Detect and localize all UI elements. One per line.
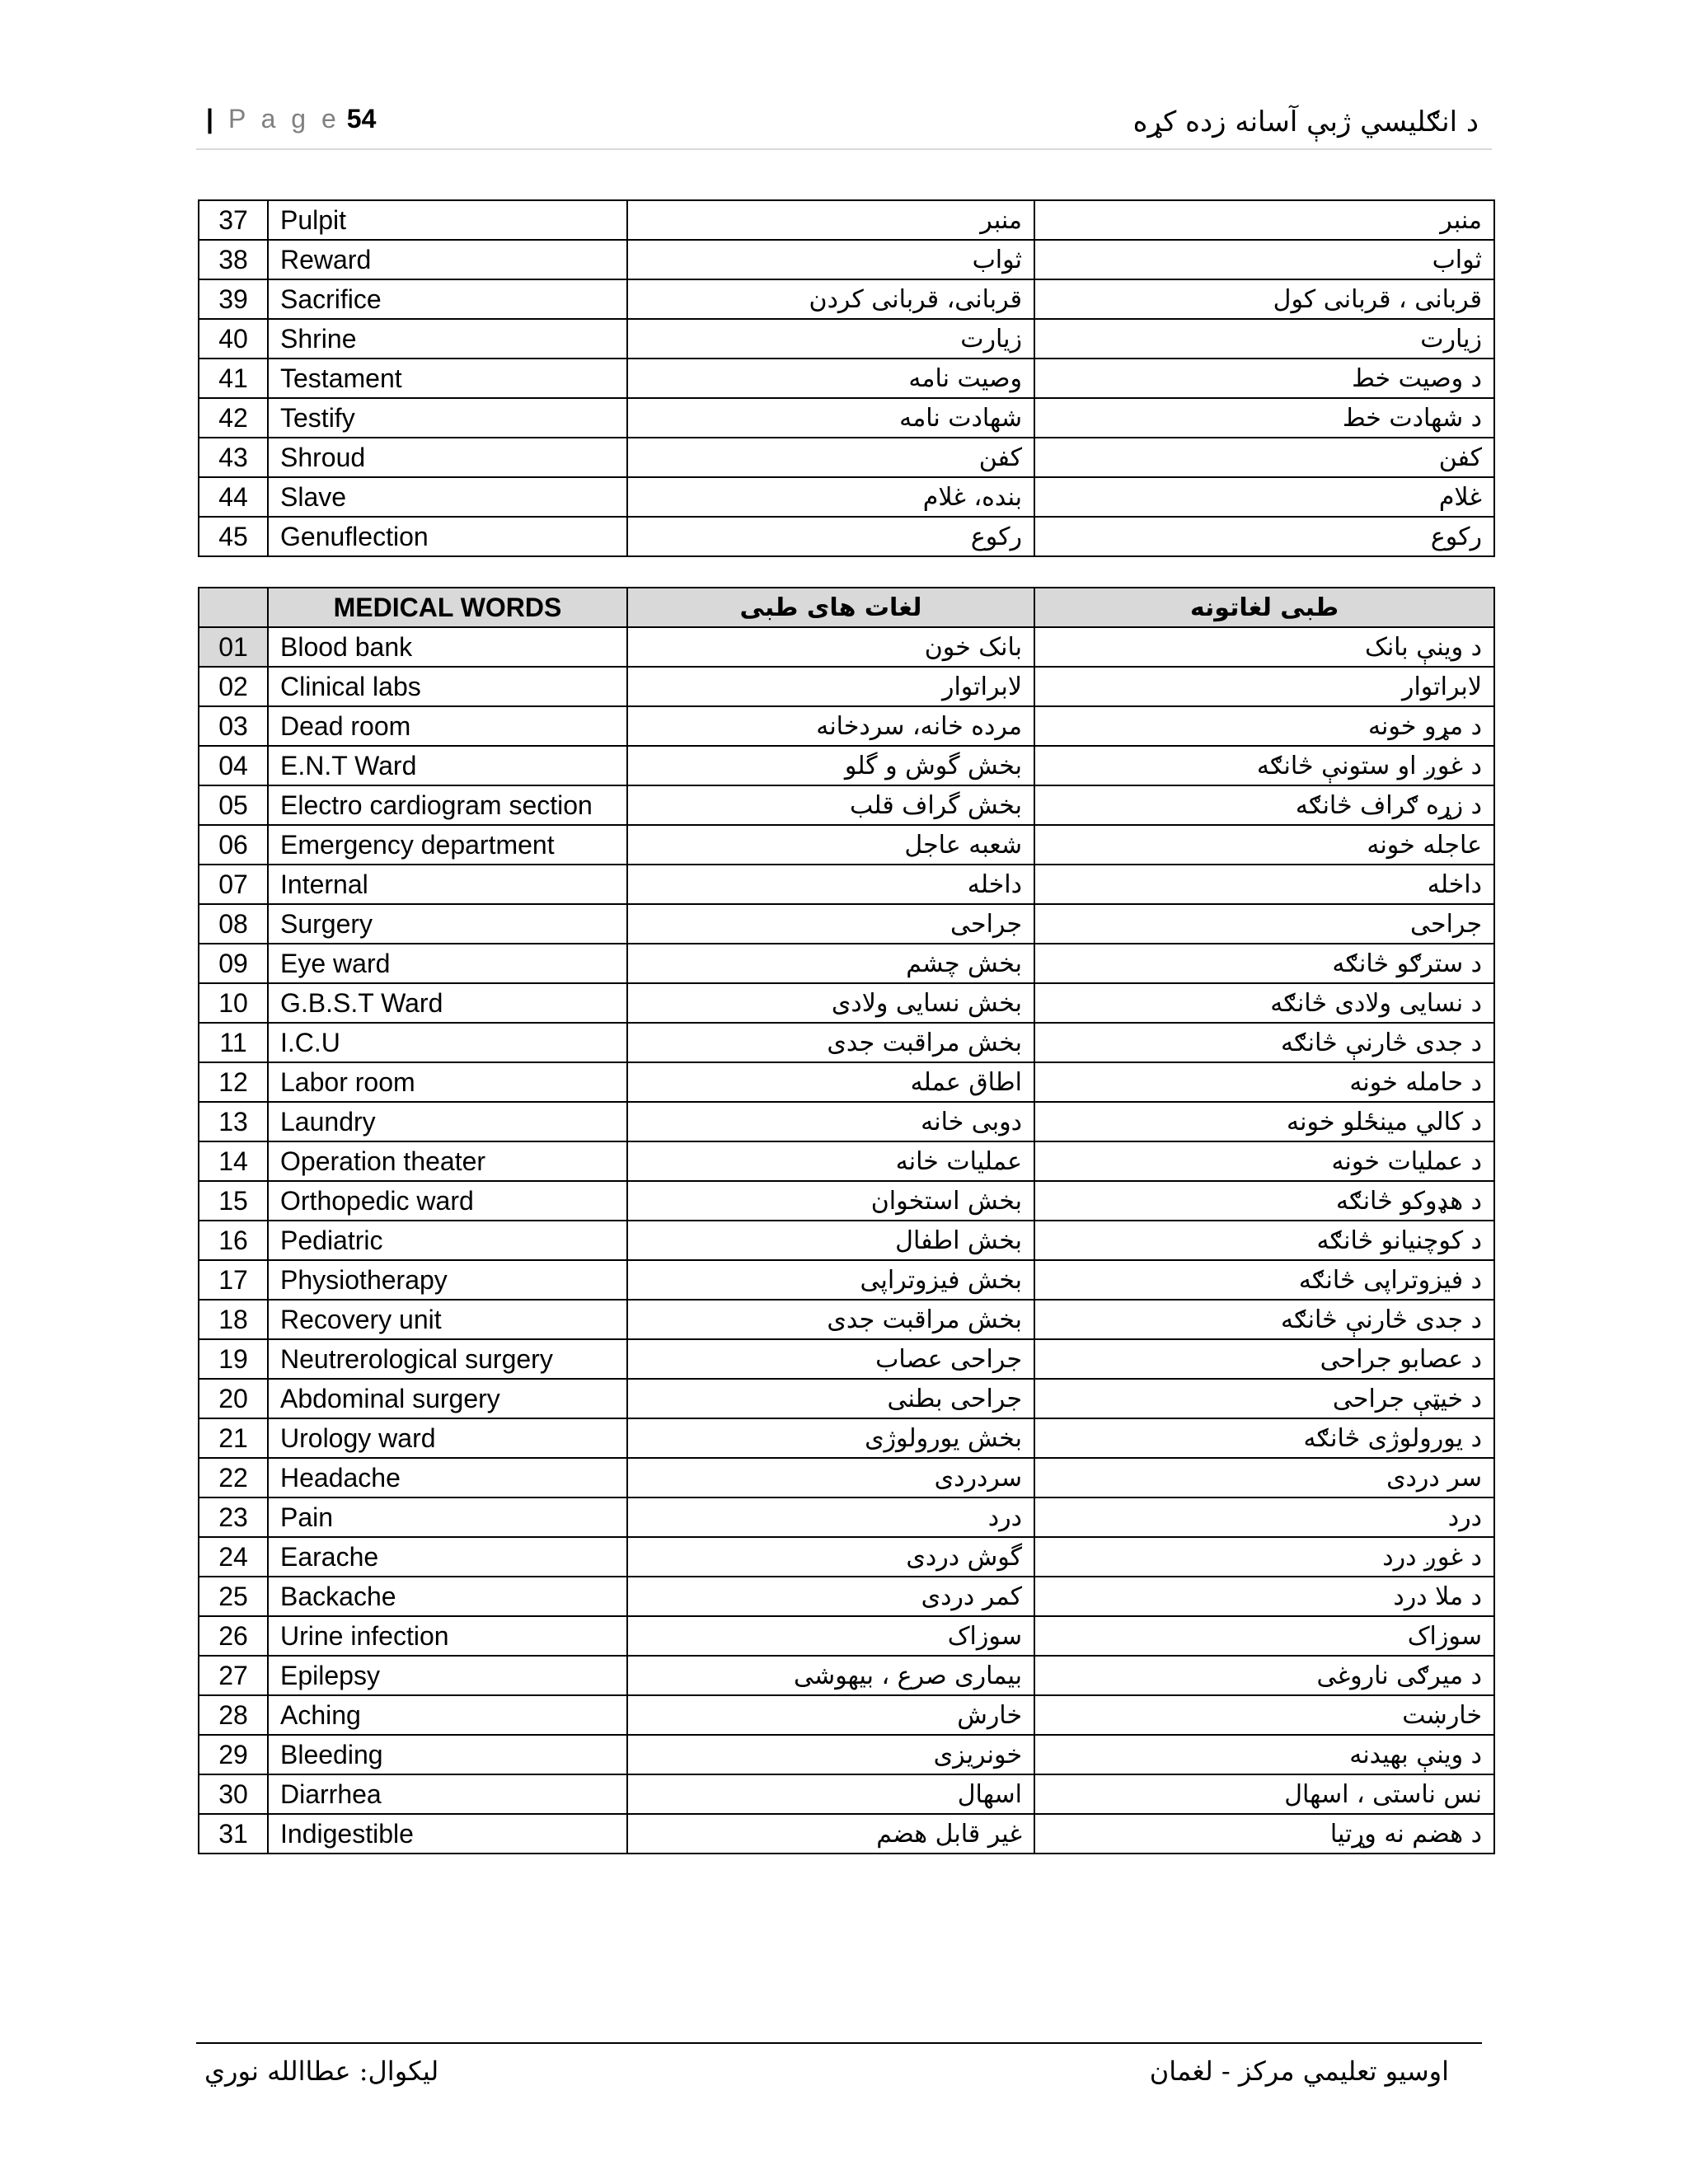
cell-english: Urology ward (268, 1418, 627, 1458)
cell-english: Backache (268, 1577, 627, 1616)
footer-author: لیکوال: عطاالله نوري (204, 2055, 439, 2087)
table-row (199, 319, 1494, 359)
cell-dari: بخش چشم (627, 944, 1034, 983)
cell-pashto: د فیزوتراپی څانګه (1034, 1260, 1494, 1300)
table-row (199, 706, 1494, 746)
cell-dari: عملیات خانه (627, 1141, 1034, 1181)
cell-pashto: درد (1034, 1497, 1494, 1537)
cell-number: 01 (199, 627, 268, 667)
cell-number: 22 (199, 1458, 268, 1497)
cell-pashto: د نسایی ولادی څانګه (1034, 983, 1494, 1023)
cell-number: 45 (199, 517, 268, 556)
cell-dari: رکوع (627, 517, 1034, 556)
cell-dari: زیارت (627, 319, 1034, 359)
table-row (199, 1062, 1494, 1102)
medical-words-table (198, 587, 1495, 1854)
cell-pashto: زیارت (1034, 319, 1494, 359)
cell-dari: گوش دردی (627, 1537, 1034, 1577)
table-row (199, 1656, 1494, 1695)
cell-pashto: د جدی څارنې څانګه (1034, 1300, 1494, 1339)
page-prefix: P a g e (227, 104, 340, 134)
cell-english: Epilepsy (268, 1656, 627, 1695)
cell-pashto: رکوع (1034, 517, 1494, 556)
table-row (199, 1497, 1494, 1537)
cell-dari: سوزاک (627, 1616, 1034, 1656)
cell-dari: لابراتوار (627, 667, 1034, 706)
cell-number: 11 (199, 1023, 268, 1062)
cell-pashto: د کوچنیانو څانګه (1034, 1221, 1494, 1260)
cell-number: 37 (199, 200, 268, 240)
religious-words-table (198, 199, 1495, 557)
cell-dari: بخش مراقبت جدی (627, 1023, 1034, 1062)
cell-pashto: خارښت (1034, 1695, 1494, 1735)
cell-dari: جراحی بطنی (627, 1379, 1034, 1418)
table-row (199, 1300, 1494, 1339)
cell-english: Internal (268, 865, 627, 904)
cell-dari: بخش نسایی ولادی (627, 983, 1034, 1023)
cell-english: Pediatric (268, 1221, 627, 1260)
cell-english: Reward (268, 240, 627, 279)
page-label: | P a g e 54 (206, 104, 377, 134)
cell-pashto: د سترګو څانګه (1034, 944, 1494, 983)
cell-number: 40 (199, 319, 268, 359)
cell-dari: داخله (627, 865, 1034, 904)
cell-dari: کفن (627, 438, 1034, 477)
cell-english: Surgery (268, 904, 627, 944)
cell-pashto: کفن (1034, 438, 1494, 477)
cell-english: Aching (268, 1695, 627, 1735)
table-row (199, 825, 1494, 865)
cell-dari: مرده خانه، سردخانه (627, 706, 1034, 746)
cell-pashto: جراحی (1034, 904, 1494, 944)
cell-pashto: د مړو خونه (1034, 706, 1494, 746)
cell-english: Shroud (268, 438, 627, 477)
table-row (199, 944, 1494, 983)
cell-pashto: د غوږ درد (1034, 1537, 1494, 1577)
cell-english: Diarrhea (268, 1774, 627, 1814)
table-row (199, 1181, 1494, 1221)
cell-dari: بخش گوش و گلو (627, 746, 1034, 785)
cell-pashto: د خیټې جراحی (1034, 1379, 1494, 1418)
page-header (196, 99, 1492, 150)
cell-dari: شعبه عاجل (627, 825, 1034, 865)
cell-dari: بخش گراف قلب (627, 785, 1034, 825)
cell-english: Emergency department (268, 825, 627, 865)
cell-dari: بخش یورولوژی (627, 1418, 1034, 1458)
cell-english: Orthopedic ward (268, 1181, 627, 1221)
table-row (199, 1695, 1494, 1735)
cell-number: 15 (199, 1181, 268, 1221)
cell-pashto: د میرګی ناروغی (1034, 1656, 1494, 1695)
cell-number: 41 (199, 359, 268, 398)
cell-pashto: د وینې بهیدنه (1034, 1735, 1494, 1774)
table-row (199, 1537, 1494, 1577)
cell-dari: غیر قابل هضم (627, 1814, 1034, 1854)
cell-dari: اسهال (627, 1774, 1034, 1814)
cell-english: Abdominal surgery (268, 1379, 627, 1418)
cell-pashto: د زړه ګراف څانګه (1034, 785, 1494, 825)
cell-number: 31 (199, 1814, 268, 1854)
cell-english: Testament (268, 359, 627, 398)
cell-dari: منبر (627, 200, 1034, 240)
cell-number: 28 (199, 1695, 268, 1735)
cell-dari: بنده، غلام (627, 477, 1034, 517)
cell-number: 17 (199, 1260, 268, 1300)
page-number: 54 (346, 104, 377, 134)
cell-number: 18 (199, 1300, 268, 1339)
table-row (199, 1379, 1494, 1418)
cell-dari: شهادت نامه (627, 398, 1034, 438)
cell-number: 07 (199, 865, 268, 904)
header-pashto: طبی لغاتونه (1034, 588, 1494, 627)
page-footer (196, 2042, 1482, 2093)
table-row (199, 746, 1494, 785)
cell-english: Bleeding (268, 1735, 627, 1774)
cell-pashto: ثواب (1034, 240, 1494, 279)
table-row (199, 1814, 1494, 1854)
table-row (199, 627, 1494, 667)
table-row (199, 904, 1494, 944)
cell-dari: جراحی عصاب (627, 1339, 1034, 1379)
cell-number: 27 (199, 1656, 268, 1695)
cell-dari: درد (627, 1497, 1034, 1537)
table-row (199, 438, 1494, 477)
cell-english: I.C.U (268, 1023, 627, 1062)
header-english: MEDICAL WORDS (268, 588, 627, 627)
table-row (199, 279, 1494, 319)
cell-number: 09 (199, 944, 268, 983)
cell-number: 25 (199, 1577, 268, 1616)
table-row (199, 398, 1494, 438)
cell-dari: ثواب (627, 240, 1034, 279)
cell-number: 05 (199, 785, 268, 825)
cell-english: Shrine (268, 319, 627, 359)
cell-pashto: د شهادت خط (1034, 398, 1494, 438)
cell-number: 24 (199, 1537, 268, 1577)
cell-pashto: د هډوکو څانګه (1034, 1181, 1494, 1221)
cell-english: Labor room (268, 1062, 627, 1102)
cell-dari: بانک خون (627, 627, 1034, 667)
table-row (199, 1023, 1494, 1062)
cell-pashto: لابراتوار (1034, 667, 1494, 706)
cell-english: Slave (268, 477, 627, 517)
cell-dari: کمر دردی (627, 1577, 1034, 1616)
cell-pashto: د عملیات خونه (1034, 1141, 1494, 1181)
cell-number: 23 (199, 1497, 268, 1537)
cell-english: Neutrerological surgery (268, 1339, 627, 1379)
cell-pashto: منبر (1034, 200, 1494, 240)
cell-number: 10 (199, 983, 268, 1023)
cell-pashto: د غوږ او ستونې څانګه (1034, 746, 1494, 785)
cell-dari: خونریزی (627, 1735, 1034, 1774)
cell-dari: قربانی، قربانی کردن (627, 279, 1034, 319)
cell-number: 26 (199, 1616, 268, 1656)
cell-pashto: د حامله خونه (1034, 1062, 1494, 1102)
cell-pashto: د یورولوژی څانګه (1034, 1418, 1494, 1458)
cell-number: 02 (199, 667, 268, 706)
cell-number: 04 (199, 746, 268, 785)
cell-number: 30 (199, 1774, 268, 1814)
table-row (199, 1418, 1494, 1458)
cell-english: Urine infection (268, 1616, 627, 1656)
table-row (199, 1141, 1494, 1181)
cell-number: 29 (199, 1735, 268, 1774)
cell-number: 38 (199, 240, 268, 279)
cell-dari: اطاق عمله (627, 1062, 1034, 1102)
cell-english: Operation theater (268, 1141, 627, 1181)
table-header-row (199, 588, 1494, 627)
cell-english: Pain (268, 1497, 627, 1537)
cell-number: 06 (199, 825, 268, 865)
cell-dari: بخش مراقبت جدی (627, 1300, 1034, 1339)
cell-english: Testify (268, 398, 627, 438)
cell-english: G.B.S.T Ward (268, 983, 627, 1023)
table-row (199, 1735, 1494, 1774)
footer-center: اوسیو تعلیمي مرکز - لغمان (1149, 2055, 1449, 2087)
cell-number: 14 (199, 1141, 268, 1181)
cell-pashto: سر دردی (1034, 1458, 1494, 1497)
cell-dari: جراحی (627, 904, 1034, 944)
table-row (199, 1577, 1494, 1616)
cell-pashto: د وصیت خط (1034, 359, 1494, 398)
header-dari: لغات های طبی (627, 588, 1034, 627)
table-row (199, 1458, 1494, 1497)
cell-english: Indigestible (268, 1814, 627, 1854)
cell-english: Blood bank (268, 627, 627, 667)
cell-english: Genuflection (268, 517, 627, 556)
cell-number: 43 (199, 438, 268, 477)
cell-pashto: د کالي مینځلو خونه (1034, 1102, 1494, 1141)
table-row (199, 983, 1494, 1023)
table-row (199, 865, 1494, 904)
cell-number: 19 (199, 1339, 268, 1379)
table-row (199, 359, 1494, 398)
cell-english: Eye ward (268, 944, 627, 983)
cell-english: Headache (268, 1458, 627, 1497)
cell-english: Dead room (268, 706, 627, 746)
cell-pashto: نس ناستی ، اسهال (1034, 1774, 1494, 1814)
cell-dari: سردردی (627, 1458, 1034, 1497)
cell-number: 39 (199, 279, 268, 319)
cell-dari: خارش (627, 1695, 1034, 1735)
cell-pashto: د وینې بانک (1034, 627, 1494, 667)
cell-number: 16 (199, 1221, 268, 1260)
cell-pashto: د ملا درد (1034, 1577, 1494, 1616)
book-title: د انګلیسي ژبې آسانه زده کړه (1132, 105, 1479, 138)
cell-number: 12 (199, 1062, 268, 1102)
cell-dari: بیماری صرع ، بیهوشی (627, 1656, 1034, 1695)
cell-dari: وصیت نامه (627, 359, 1034, 398)
cell-dari: دوبی خانه (627, 1102, 1034, 1141)
cell-dari: بخش فیزوتراپی (627, 1260, 1034, 1300)
cell-pashto: غلام (1034, 477, 1494, 517)
table-row (199, 240, 1494, 279)
cell-pashto: قربانی ، قربانی کول (1034, 279, 1494, 319)
cell-english: Recovery unit (268, 1300, 627, 1339)
cell-english: Pulpit (268, 200, 627, 240)
header-number (199, 588, 268, 627)
cell-dari: بخش استخوان (627, 1181, 1034, 1221)
cell-pashto: داخله (1034, 865, 1494, 904)
cell-number: 08 (199, 904, 268, 944)
table-row (199, 1616, 1494, 1656)
table-row (199, 785, 1494, 825)
cell-english: Earache (268, 1537, 627, 1577)
cell-english: Sacrifice (268, 279, 627, 319)
cell-number: 21 (199, 1418, 268, 1458)
table-row (199, 1260, 1494, 1300)
cell-english: Laundry (268, 1102, 627, 1141)
cell-english: E.N.T Ward (268, 746, 627, 785)
cell-number: 13 (199, 1102, 268, 1141)
cell-number: 44 (199, 477, 268, 517)
cell-english: Electro cardiogram section (268, 785, 627, 825)
table-row (199, 1102, 1494, 1141)
cell-pashto: د جدی څارنې څانګه (1034, 1023, 1494, 1062)
cell-number: 20 (199, 1379, 268, 1418)
table-row (199, 1339, 1494, 1379)
cell-number: 42 (199, 398, 268, 438)
table-row (199, 517, 1494, 556)
table-row (199, 200, 1494, 240)
cell-number: 03 (199, 706, 268, 746)
table-row (199, 477, 1494, 517)
table-row (199, 667, 1494, 706)
cell-pashto: عاجله خونه (1034, 825, 1494, 865)
cell-english: Clinical labs (268, 667, 627, 706)
cell-dari: بخش اطفال (627, 1221, 1034, 1260)
cell-english: Physiotherapy (268, 1260, 627, 1300)
table-row (199, 1774, 1494, 1814)
table-row (199, 1221, 1494, 1260)
cell-pashto: د هضم نه وړتیا (1034, 1814, 1494, 1854)
cell-pashto: د عصابو جراحی (1034, 1339, 1494, 1379)
cell-pashto: سوزاک (1034, 1616, 1494, 1656)
